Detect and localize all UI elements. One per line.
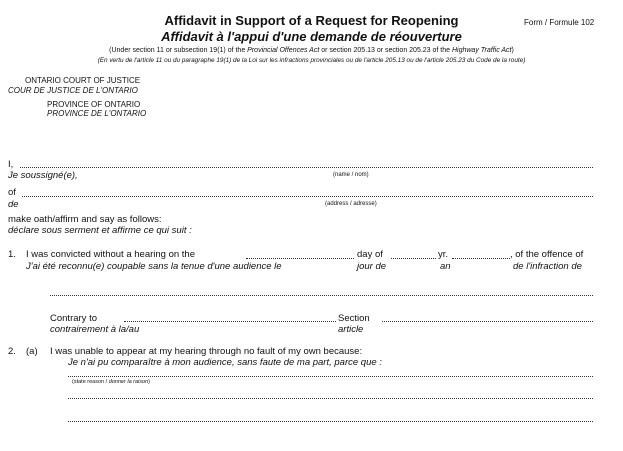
reason-caption-end: )	[148, 379, 150, 385]
title-fr: Affidavit à l'appui d'une demande de réouverture	[161, 29, 462, 44]
reason-caption-en: (state reason /	[72, 379, 109, 385]
item1-number: 1.	[8, 249, 16, 260]
of-label-fr: de	[8, 199, 19, 210]
address-field[interactable]	[22, 196, 593, 197]
conviction-year-field[interactable]	[452, 258, 510, 259]
offence-label-fr: de l'infraction de	[513, 261, 582, 272]
offence-field[interactable]	[50, 295, 593, 296]
court-en: ONTARIO COURT OF JUSTICE	[25, 76, 141, 85]
reason-field-line1[interactable]	[68, 376, 593, 377]
authority-en-part2: or section 205.13 or section 205.23 of the	[319, 47, 452, 54]
section-en: Section	[338, 313, 370, 324]
oath-en: make oath/affirm and say as follows:	[8, 214, 162, 225]
contrary-to-field[interactable]	[124, 321, 336, 322]
authority-en-act1: Provincial Offences Act	[247, 47, 320, 54]
yr-label-fr: an	[440, 261, 451, 272]
address-caption: (address / adresse)	[325, 201, 377, 207]
authority-en-act2: Highway Traffic Act	[451, 47, 512, 54]
yr-label: yr.	[438, 249, 449, 260]
province-fr: PROVINCE DE L'ONTARIO	[47, 109, 147, 118]
contrary-fr: contrairement à la/au	[50, 324, 140, 335]
item2-number: 2.	[8, 346, 16, 357]
authority-en-part1: (Under section 11 or subsection 19(1) of the	[109, 47, 248, 54]
province-en: PROVINCE OF ONTARIO	[47, 100, 141, 109]
title-en: Affidavit in Support of a Request for Reopening	[164, 13, 459, 28]
oath-fr: déclare sous serment et affirme ce qui suit :	[8, 225, 192, 236]
i-label: I,	[8, 159, 14, 170]
item1-text-en: I was convicted without a hearing on the	[26, 249, 195, 260]
name-field[interactable]	[20, 167, 593, 168]
conviction-month-field[interactable]	[391, 258, 436, 259]
reason-field-line3[interactable]	[68, 421, 593, 422]
authority-en	[0, 47, 623, 54]
form-number-text: Form / Formule 102	[524, 18, 595, 27]
item2-sub: (a)	[26, 346, 38, 357]
section-fr: article	[338, 324, 364, 335]
authority-fr: (En vertu de l'article 11 ou du paragraphe 19(1) de la Loi sur les infractions provinciales ou de l'article 205.13 ou de l'article 205.23 du Code de la route)	[97, 57, 526, 64]
item2-text-en: I was unable to appear at my hearing through no fault of my own because:	[50, 346, 363, 357]
reason-caption	[72, 379, 150, 385]
name-caption: (name / nom)	[333, 172, 369, 178]
offence-label: , of the offence of	[510, 249, 584, 260]
of-label: of	[8, 187, 16, 198]
conviction-date-field[interactable]	[246, 258, 354, 259]
day-of-label: day of	[357, 249, 383, 260]
day-of-label-fr: jour de	[357, 261, 387, 272]
contrary-en: Contrary to	[50, 313, 97, 324]
item1-text-fr: J'ai été reconnu(e) coupable sans la tenue d'une audience le	[26, 261, 282, 272]
i-label-fr: Je soussigné(e),	[8, 170, 78, 181]
reason-caption-fr: donner la raison	[108, 379, 149, 385]
section-field[interactable]	[382, 321, 593, 322]
court-fr: COUR DE JUSTICE DE L'ONTARIO	[8, 86, 138, 95]
authority-en-part3: )	[511, 47, 514, 54]
item2-text-fr: Je n'ai pu comparaître à mon audience, sans faute de ma part, parce que :	[68, 357, 382, 368]
reason-field-line2[interactable]	[68, 398, 593, 399]
